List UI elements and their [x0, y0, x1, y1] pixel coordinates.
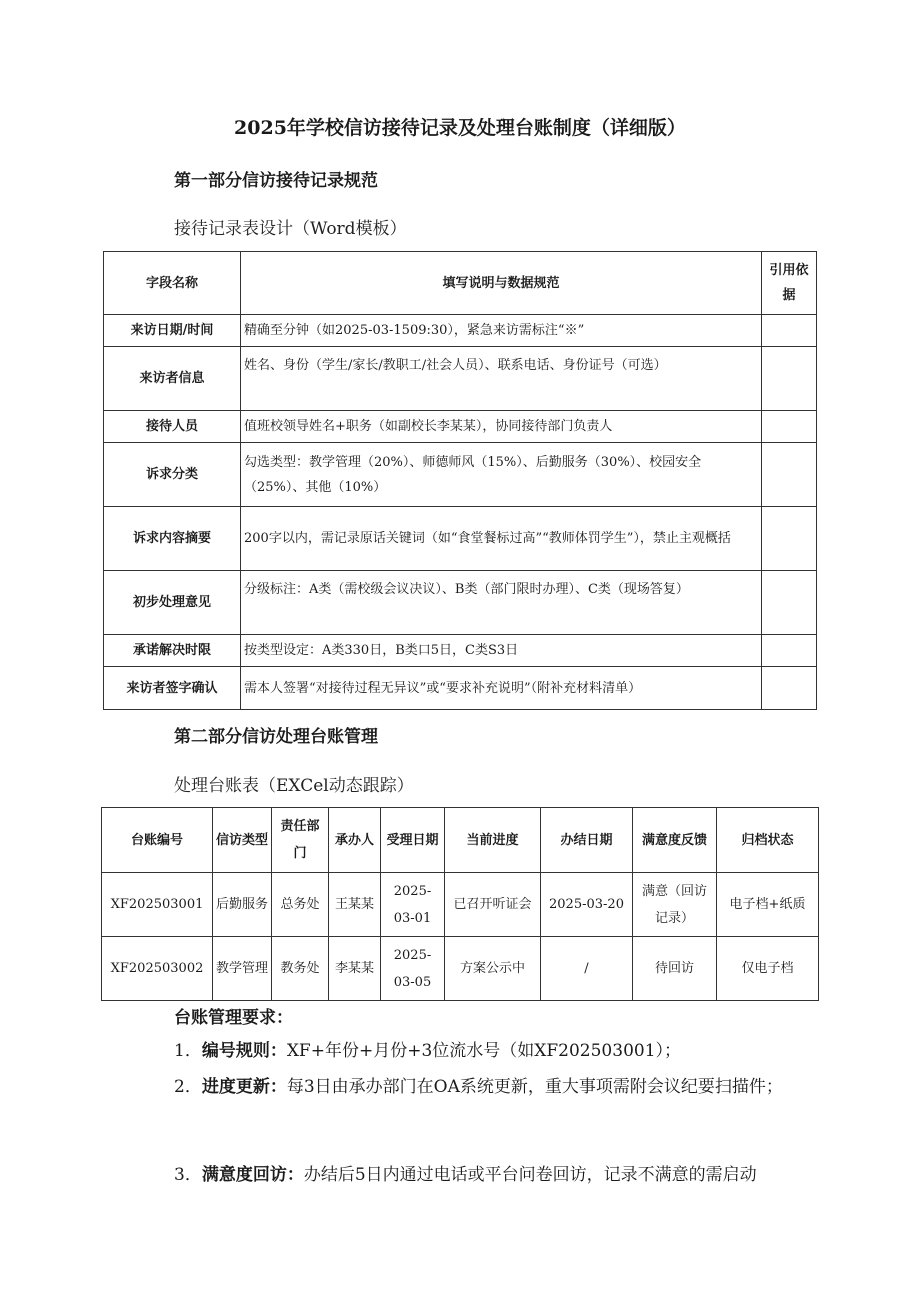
field-description: 精确至分钟（如2025-03-1509:30），紧急来访需标注“※”	[241, 315, 762, 347]
header-done-date: 办结日期	[541, 808, 633, 873]
table-row	[104, 667, 817, 710]
field-description: 姓名、身份（学生/家长/教职工/社会人员）、联系电话、身份证号（可选）	[241, 347, 762, 411]
requirement-number: 3．	[174, 1165, 202, 1185]
field-name: 诉求分类	[104, 443, 241, 507]
requirement-label: 编号规则：	[201, 1041, 287, 1061]
part2-subheading: 处理台账表（EXCel动态跟踪）	[174, 776, 414, 796]
ledger-archive: 仅电子档	[717, 937, 819, 1001]
ledger-done-date: /	[541, 937, 633, 1001]
field-description: 分级标注：A类（需校级会议决议）、B类（部门限时办理）、C类（现场答复）	[241, 571, 762, 635]
requirement-item	[174, 1034, 814, 1068]
field-name: 承诺解决时限	[104, 635, 241, 667]
header-archive: 归档状态	[717, 808, 819, 873]
field-description: 需本人签署“对接待过程无异议”或“要求补充说明”（附补充材料清单）	[241, 667, 762, 710]
field-name: 初步处理意见	[104, 571, 241, 635]
table-header-row	[104, 252, 817, 315]
field-reference	[762, 443, 817, 507]
header-description: 填写说明与数据规范	[241, 252, 762, 315]
ledger-accept-date: 2025-03-05	[381, 937, 445, 1001]
field-reference	[762, 347, 817, 411]
ledger-feedback: 满意（回访记录）	[633, 873, 717, 937]
reception-record-table	[103, 251, 817, 710]
requirement-item	[174, 1158, 814, 1192]
table-header-row	[102, 808, 819, 873]
header-type: 信访类型	[213, 808, 272, 873]
ledger-done-date: 2025-03-20	[541, 873, 633, 937]
ledger-id: XF202503001	[102, 873, 213, 937]
field-name: 来访者信息	[104, 347, 241, 411]
table-row	[104, 507, 817, 571]
table-row	[102, 937, 819, 1001]
ledger-id: XF202503002	[102, 937, 213, 1001]
field-reference	[762, 315, 817, 347]
ledger-department: 教务处	[272, 937, 329, 1001]
part1-heading: 第一部分信访接待记录规范	[174, 171, 378, 191]
tracking-ledger-table	[101, 807, 819, 1001]
field-name: 来访日期/时间	[104, 315, 241, 347]
table-row	[104, 347, 817, 411]
ledger-handler: 李某某	[329, 937, 381, 1001]
field-reference	[762, 571, 817, 635]
ledger-progress: 方案公示中	[445, 937, 541, 1001]
header-progress: 当前进度	[445, 808, 541, 873]
ledger-accept-date: 2025-03-01	[381, 873, 445, 937]
table-row	[104, 635, 817, 667]
document-title: 2025年学校信访接待记录及处理台账制度（详细版）	[234, 117, 686, 139]
field-name: 接待人员	[104, 411, 241, 443]
field-name: 来访者签字确认	[104, 667, 241, 710]
requirement-text: 办结后5日内通过电话或平台问卷回访，记录不满意的需启动	[303, 1165, 757, 1185]
header-reference: 引用依据	[762, 252, 817, 315]
header-accept-date: 受理日期	[381, 808, 445, 873]
header-feedback: 满意度反馈	[633, 808, 717, 873]
header-department: 责任部门	[272, 808, 329, 873]
table-row	[104, 411, 817, 443]
field-reference	[762, 667, 817, 710]
requirement-item	[136, 1070, 816, 1104]
ledger-progress: 已召开听证会	[445, 873, 541, 937]
field-description: 200字以内，需记录原话关键词（如“食堂餐标过高”“教师体罚学生”），禁止主观概括	[241, 507, 762, 571]
part2-heading: 第二部分信访处理台账管理	[174, 727, 378, 747]
table-row	[104, 571, 817, 635]
ledger-type: 教学管理	[213, 937, 272, 1001]
part1-subheading: 接待记录表设计（Word模板）	[174, 219, 407, 239]
field-description: 按类型设定：A类330日，B类口5日，C类S3日	[241, 635, 762, 667]
table-row	[104, 443, 817, 507]
requirements-heading: 台账管理要求：	[174, 1008, 293, 1028]
table-row	[104, 315, 817, 347]
header-field-name: 字段名称	[104, 252, 241, 315]
ledger-archive: 电子档+纸质	[717, 873, 819, 937]
field-reference	[762, 635, 817, 667]
ledger-handler: 王某某	[329, 873, 381, 937]
field-description: 值班校领导姓名+职务（如副校长李某某），协同接待部门负责人	[241, 411, 762, 443]
table-row	[102, 873, 819, 937]
requirement-text: 每3日由承办部门在OA系统更新，重大事项需附会议纪要扫描件；	[286, 1077, 783, 1097]
ledger-type: 后勤服务	[213, 873, 272, 937]
ledger-feedback: 待回访	[633, 937, 717, 1001]
requirement-number: 1．	[174, 1041, 202, 1061]
field-reference	[762, 507, 817, 571]
field-name: 诉求内容摘要	[104, 507, 241, 571]
field-description: 勾选类型：教学管理（20%）、师德师风（15%）、后勤服务（30%）、校园安全（25%）、其他（10%）	[241, 443, 762, 507]
field-reference	[762, 411, 817, 443]
requirement-number: 2．	[174, 1077, 202, 1097]
ledger-department: 总务处	[272, 873, 329, 937]
requirement-label: 进度更新：	[201, 1077, 287, 1097]
requirement-label: 满意度回访：	[201, 1165, 304, 1185]
requirement-text: XF+年份+月份+3位流水号（如XF202503001）；	[286, 1041, 682, 1061]
header-ledger-id: 台账编号	[102, 808, 213, 873]
header-handler: 承办人	[329, 808, 381, 873]
